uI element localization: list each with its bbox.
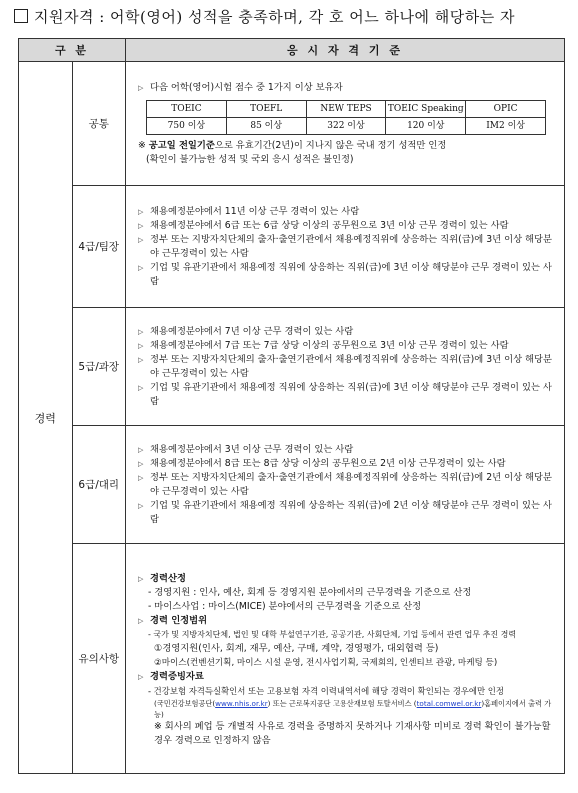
list-item: - 건강보험 자격득실확인서 또는 고용보험 자격 이력내역서에 해당 경력이 확인되는 경우에만 인정 [148,685,504,696]
row-common [19,62,565,186]
list-item: ▷ 기업 및 유관기관에서 채용예정 직위에 상응하는 직위(급)에 3년 이상 해당분야 근무 경력이 있는 사람 [138,261,552,287]
triangle-bullet-icon: ▷ [138,473,144,482]
criteria-grade6 [126,426,565,544]
triangle-bullet-icon: ▷ [138,445,144,454]
test-names-row [147,100,546,117]
triangle-bullet-icon: ▷ [138,207,144,216]
comwel-link[interactable]: total.comwel.or.kr [416,698,482,708]
list-item: ▷ 채용예정분야에서 11년 이상 근무 경력이 있는 사람 [138,205,360,217]
triangle-bullet-icon: ▷ [138,341,144,350]
common-intro: ▷ 다음 어학(영어)시험 점수 중 1가지 이상 보유자 [138,81,343,93]
table-header-row [19,39,565,62]
test-name: NEW TEPS [306,100,386,117]
nhis-link[interactable]: www.nhis.or.kr [215,698,268,708]
row-notes [19,544,565,774]
triangle-bullet-icon: ▷ [138,672,144,681]
list-item: ▷ 채용예정분야에서 3년 이상 근무 경력이 있는 사람 [138,443,354,455]
label-grade6: 6급/대리 [72,426,126,544]
criteria-grade4 [126,186,565,308]
list-item: - 마이스사업 : 마이스(MICE) 분야에서의 근무경력을 기준으로 산정 [148,600,422,612]
test-score: IM2 이상 [466,117,546,134]
triangle-bullet-icon: ▷ [138,383,144,392]
list-item: ▷ 채용예정분야에서 8급 또는 8급 상당 이상의 공무원으로 2년 이상 근무경력이 있는 사람 [138,457,506,469]
row-grade5 [19,308,565,426]
list-item: ①경영지원(인사, 회계, 재무, 예산, 구매, 계약, 경영평가, 대외협력 등) [154,642,439,654]
notes-section-title: ▷ 경력증빙자료 [138,670,204,682]
row-grade4 [19,186,565,308]
list-item: - 경영지원 : 인사, 예산, 회계 등 경영지원 분야에서의 근무경력을 기준으로 산정 [148,586,472,598]
test-name: TOEIC Speaking [386,100,466,117]
label-grade4: 4급/팀장 [72,186,126,308]
list-item: ▷ 채용예정분야에서 7년 이상 근무 경력이 있는 사람 [138,325,354,337]
list-item: ▷ 채용예정분야에서 7급 또는 7급 상당 이상의 공무원으로 3년 이상 근무 경력이 있는 사람 [138,339,509,351]
common-note-line2: (확인이 불가능한 성적 및 국외 응시 성적은 불인정) [146,153,354,165]
triangle-bullet-icon: ▷ [138,574,144,583]
list-item: ▷ 정부 또는 지방자치단체의 출자·출연기관에서 채용예정직위에 상응하는 직위(급)에 3년 이상 해당분야 근무경력이 있는 사람 [138,233,552,259]
triangle-bullet-icon: ▷ [138,235,144,244]
criteria-grade5 [126,308,565,426]
triangle-bullet-icon: ▷ [138,616,144,625]
triangle-bullet-icon: ▷ [138,83,144,92]
test-name: OPIC [466,100,546,117]
checkbox-square-icon [14,9,28,23]
triangle-bullet-icon: ▷ [138,263,144,272]
test-score: 322 이상 [306,117,386,134]
criteria-notes [126,544,565,774]
main-category: 경력 [19,62,73,774]
list-item: ▷ 정부 또는 지방자치단체의 출자·출연기관에서 채용예정직위에 상응하는 직위(급)에 2년 이상 해당분야 근무경력이 있는 사람 [138,471,552,497]
qualification-table [18,38,565,774]
list-item: ▷ 채용예정분야에서 6급 또는 6급 상당 이상의 공무원으로 3년 이상 근무 경력이 있는 사람 [138,219,509,231]
list-item: - 국가 및 지방자치단체, 법인 및 대학 부설연구기관, 공공기관, 사회단체, 기업 등에서 관련 업무 추진 경력 [148,629,517,639]
list-item: ▷ 기업 및 유관기관에서 채용예정 직위에 상응하는 직위(급)에 2년 이상 해당분야 근무 경력이 있는 사람 [138,499,552,525]
triangle-bullet-icon: ▷ [138,327,144,336]
label-grade5: 5급/과장 [72,308,126,426]
test-name: TOEFL [226,100,306,117]
test-score: 120 이상 [386,117,466,134]
test-score: 750 이상 [147,117,227,134]
test-name: TOEIC [147,100,227,117]
list-item: ▷ 정부 또는 지방자치단체의 출자·출연기관에서 채용예정직위에 상응하는 직위(급)에 3년 이상 해당분야 근무경력이 있는 사람 [138,353,552,379]
triangle-bullet-icon: ▷ [138,459,144,468]
triangle-bullet-icon: ▷ [138,221,144,230]
triangle-bullet-icon: ▷ [138,355,144,364]
label-common: 공통 [72,62,126,186]
source-note: (국민건강보험공단(www.nhis.or.kr) 또는 근로복지공단 고용산재보험 토탈서비스 (total.comwel.or.kr)홈페이지에서 출력 가능) [154,698,552,719]
closure-note: ※ 회사의 폐업 등 개별적 사유로 경력을 증명하지 못하거나 기재사항 미비로 경력 확인이 불가능할 경우 경력으로 인정하지 않음 [154,720,551,746]
row-grade6 [19,426,565,544]
title-text: 지원자격 : 어학(영어) 성적을 충족하며, 각 호 어느 하나에 해당하는 자 [34,8,515,26]
notes-section-title: ▷ 경력 인정범위 [138,614,208,626]
test-scores-row [147,117,546,134]
label-notes: 유의사항 [72,544,126,774]
header-criteria: 응 시 자 격 기 준 [126,39,565,62]
notes-section-title: ▷ 경력산정 [138,572,186,584]
list-item: ②마이스(컨벤션기획, 마이스 시설 운영, 전시사업기획, 국제회의, 인센티브 관광, 마케팅 등) [154,657,498,668]
criteria-common [126,62,565,186]
page-title [14,6,515,27]
language-score-table [146,100,546,135]
list-item: ▷ 기업 및 유관기관에서 채용예정 직위에 상응하는 직위(급)에 3년 이상 해당분야 근무 경력이 있는 사람 [138,381,552,407]
header-category: 구 분 [19,39,126,62]
test-score: 85 이상 [226,117,306,134]
triangle-bullet-icon: ▷ [138,501,144,510]
common-note: ※ 공고일 전일기준으로 유효기간(2년)이 지나지 않은 국내 정기 성적만 인정 [138,139,447,151]
